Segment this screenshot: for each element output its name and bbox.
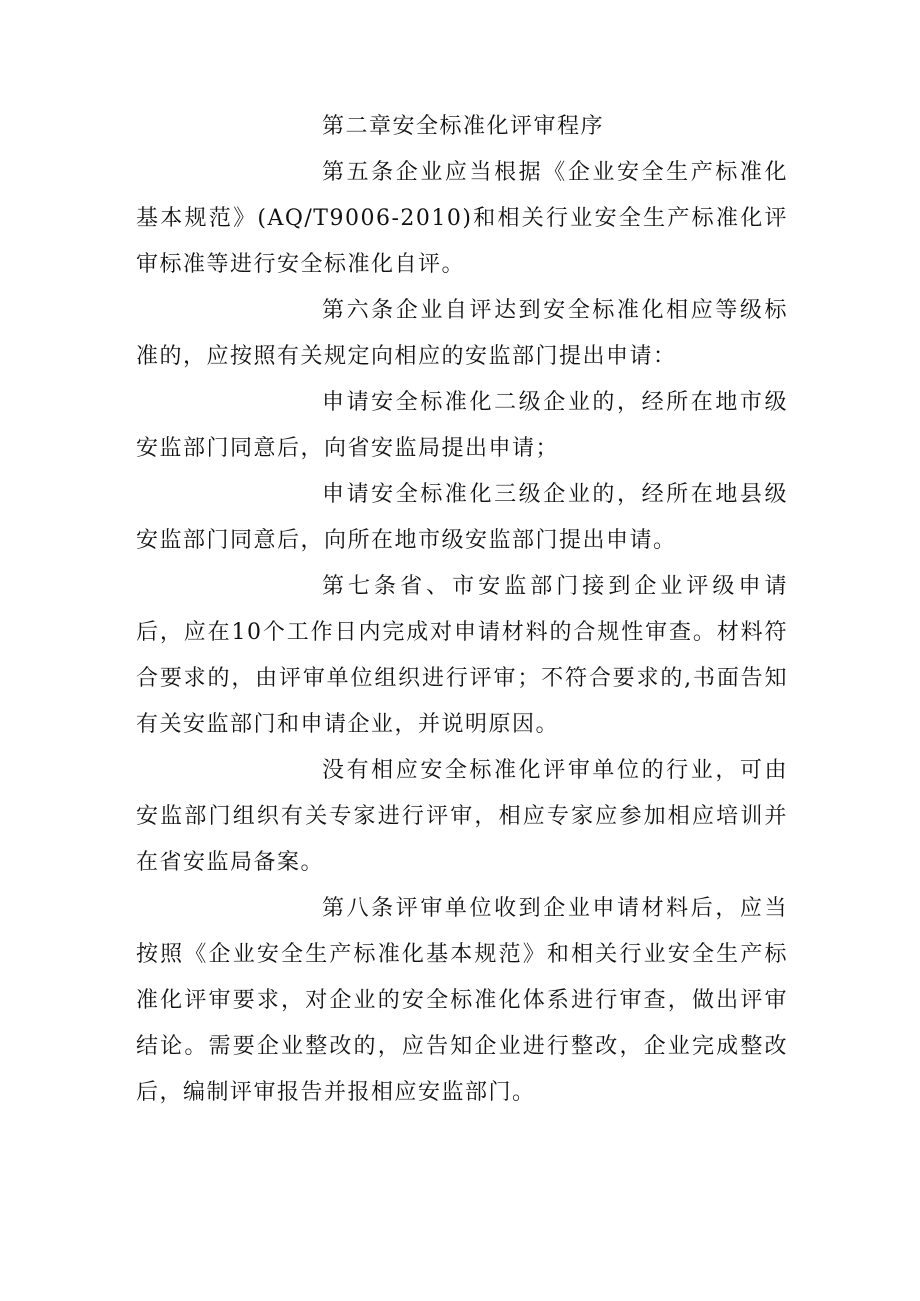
article-8-paragraph: 第八条评审单位收到企业申请材料后，应当按照《企业安全生产标准化基本规范》和相关行业安全生产标准化评审要求，对企业的安全标准化体系进行审查，做出评审结论。需要企业整改的，应告知企业进行整改，企业完成整改后，编制评审报告并报相应安监部门。	[136, 896, 788, 1105]
article-6-level2-paragraph: 申请安全标准化二级企业的，经所在地市级安监部门同意后，向省安监局提出申请；	[136, 390, 788, 461]
document-page	[136, 104, 788, 1116]
article-6-level3-paragraph: 申请安全标准化三级企业的，经所在地县级安监部门同意后，向所在地市级安监部门提出申请。	[136, 482, 788, 553]
article-5-paragraph: 第五条企业应当根据《企业安全生产标准化基本规范》(AQ/T9006-2010)和相关行业安全生产标准化评审标准等进行安全标准化自评。	[136, 160, 788, 277]
chapter-title: 第二章安全标准化评审程序	[322, 114, 605, 139]
article-7-paragraph: 第七条省、市安监部门接到企业评级申请后，应在10个工作日内完成对申请材料的合规性审查。材料符合要求的，由评审单位组织进行评审；不符合要求的,书面告知有关安监部门和申请企业，并说明原因。	[136, 574, 788, 737]
article-6-paragraph: 第六条企业自评达到安全标准化相应等级标准的，应按照有关规定向相应的安监部门提出申请：	[136, 298, 788, 369]
article-7-supplement-paragraph: 没有相应安全标准化评审单位的行业，可由安监部门组织有关专家进行评审，相应专家应参加相应培训并在省安监局备案。	[136, 758, 788, 875]
